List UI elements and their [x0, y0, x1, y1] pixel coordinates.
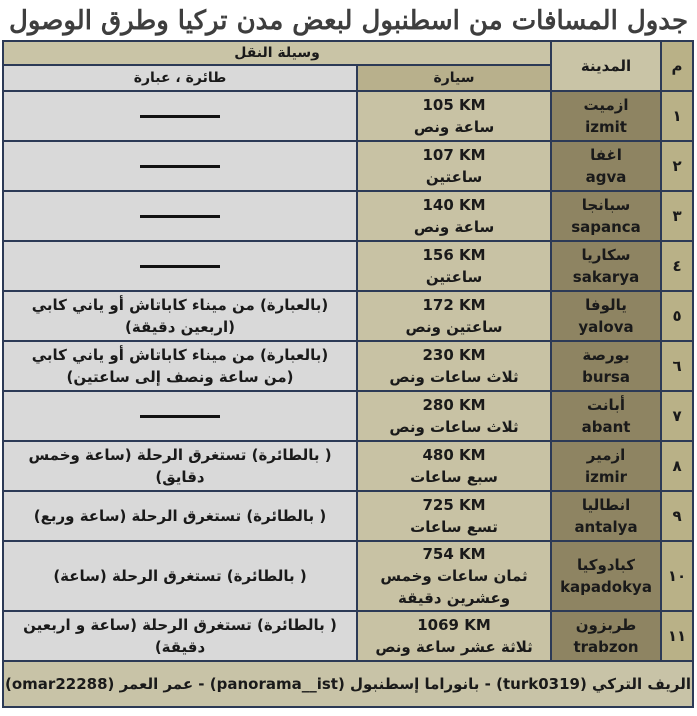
drive-time: تسع ساعات — [410, 518, 498, 536]
car-cell — [357, 91, 551, 141]
city-name-arabic: سكاريا — [581, 246, 631, 264]
table-row — [3, 541, 693, 611]
row-number: ٨ — [661, 441, 693, 491]
city-name-latin: bursa — [582, 368, 630, 386]
city-cell — [551, 191, 661, 241]
table-row — [3, 611, 693, 661]
no-option-dash — [140, 415, 220, 418]
header-number: م — [661, 41, 693, 91]
distance-km: 140 KM — [422, 196, 486, 214]
distance-km: 230 KM — [422, 346, 486, 364]
header-transport: وسيلة النقل — [3, 41, 551, 65]
row-number: ٩ — [661, 491, 693, 541]
drive-time: ساعة ونص — [413, 218, 495, 236]
city-name-arabic: طربزون — [575, 616, 637, 634]
city-name-arabic: كبادوكيا — [577, 556, 635, 574]
distance-km: 280 KM — [422, 396, 486, 414]
city-cell — [551, 611, 661, 661]
city-name-latin: izmit — [585, 118, 627, 136]
distance-km: 1069 KM — [417, 616, 491, 634]
city-name-arabic: اغفا — [590, 146, 622, 164]
footer-credits: الريف التركي (turk0319) - بانوراما إسطنبول (panorama__ist) - عمر العمر (omar22288) — [3, 661, 693, 707]
car-cell — [357, 441, 551, 491]
table-row — [3, 191, 693, 241]
no-option-dash — [140, 115, 220, 118]
city-name-arabic: بورصة — [582, 346, 630, 364]
city-name-arabic: انطاليا — [581, 496, 631, 514]
drive-time: سبع ساعات — [410, 468, 498, 486]
city-cell — [551, 391, 661, 441]
header-city: المدينة — [551, 41, 661, 91]
flight-ferry-info: ( بالطائرة) تستغرق الرحلة (ساعة وخمس دقايق) — [28, 446, 332, 486]
flight-ferry-cell — [3, 291, 357, 341]
distance-km: 480 KM — [422, 446, 486, 464]
city-cell — [551, 441, 661, 491]
distance-km: 754 KM — [422, 545, 486, 563]
row-number: ١٠ — [661, 541, 693, 611]
row-number: ٢ — [661, 141, 693, 191]
distance-km: 107 KM — [422, 146, 486, 164]
row-number: ٦ — [661, 341, 693, 391]
city-name-latin: antalya — [574, 518, 638, 536]
city-name-latin: agva — [585, 168, 627, 186]
flight-ferry-cell — [3, 491, 357, 541]
car-cell — [357, 291, 551, 341]
distance-km: 105 KM — [422, 96, 486, 114]
no-option-dash — [140, 265, 220, 268]
car-cell — [357, 341, 551, 391]
city-name-latin: abant — [581, 418, 631, 436]
table-row — [3, 291, 693, 341]
flight-ferry-cell — [3, 441, 357, 491]
car-cell — [357, 241, 551, 291]
city-name-arabic: ازميت — [583, 96, 629, 114]
city-name-arabic: أبانت — [587, 396, 625, 414]
car-cell — [357, 491, 551, 541]
table-row — [3, 391, 693, 441]
flight-ferry-cell — [3, 241, 357, 291]
city-name-latin: sakarya — [572, 268, 640, 286]
city-cell — [551, 141, 661, 191]
header-car: سيارة — [357, 65, 551, 91]
city-name-arabic: ازمير — [586, 446, 626, 464]
page-title: جدول المسافات من اسطنبول لبعض مدن تركيا وطرق الوصول — [8, 6, 689, 36]
flight-ferry-info: ( بالطائرة) تستغرق الرحلة (ساعة) — [53, 567, 307, 585]
row-number: ٤ — [661, 241, 693, 291]
city-cell — [551, 541, 661, 611]
city-name-arabic: يالوفا — [585, 296, 627, 314]
flight-ferry-cell — [3, 541, 357, 611]
row-number: ٣ — [661, 191, 693, 241]
drive-time: ثلاث ساعات ونص — [389, 418, 519, 436]
distance-table — [2, 40, 694, 708]
car-cell — [357, 141, 551, 191]
table-row — [3, 91, 693, 141]
table-row — [3, 341, 693, 391]
row-number: ١ — [661, 91, 693, 141]
city-name-latin: izmir — [584, 468, 628, 486]
table-row — [3, 141, 693, 191]
city-name-latin: yalova — [578, 318, 634, 336]
city-name-latin: sapanca — [571, 218, 641, 236]
city-cell — [551, 91, 661, 141]
drive-time: ساعة ونص — [413, 118, 495, 136]
row-number: ٥ — [661, 291, 693, 341]
flight-ferry-cell — [3, 141, 357, 191]
car-cell — [357, 541, 551, 611]
city-cell — [551, 341, 661, 391]
flight-ferry-cell — [3, 91, 357, 141]
flight-ferry-info: (بالعبارة) من ميناء كاباتاش أو ياني كابي (اربعين دقيقة) — [31, 296, 329, 336]
city-name-latin: trabzon — [573, 638, 639, 656]
flight-ferry-info: ( بالطائرة) تستغرق الرحلة (ساعة و اربعين دقيقة) — [23, 616, 337, 656]
header-alt: طائرة ، عبارة — [3, 65, 357, 91]
car-cell — [357, 191, 551, 241]
table-row — [3, 241, 693, 291]
city-cell — [551, 291, 661, 341]
table-row — [3, 441, 693, 491]
car-cell — [357, 391, 551, 441]
no-option-dash — [140, 165, 220, 168]
flight-ferry-info: (بالعبارة) من ميناء كاباتاش أو ياني كابي (من ساعة ونصف إلى ساعتين) — [31, 346, 329, 386]
city-cell — [551, 241, 661, 291]
flight-ferry-cell — [3, 391, 357, 441]
drive-time: ساعتين — [425, 268, 483, 286]
flight-ferry-cell — [3, 611, 357, 661]
city-name-arabic: سبانجا — [581, 196, 631, 214]
flight-ferry-cell — [3, 341, 357, 391]
distance-km: 172 KM — [422, 296, 486, 314]
flight-ferry-cell — [3, 191, 357, 241]
row-number: ١١ — [661, 611, 693, 661]
row-number: ٧ — [661, 391, 693, 441]
no-option-dash — [140, 215, 220, 218]
drive-time: ثلاثة عشر ساعة ونص — [375, 638, 533, 656]
city-cell — [551, 491, 661, 541]
drive-time: ثلاث ساعات ونص — [389, 368, 519, 386]
flight-ferry-info: ( بالطائرة) تستغرق الرحلة (ساعة وربع) — [33, 507, 327, 525]
table-row — [3, 491, 693, 541]
drive-time: ساعتين ونص — [405, 318, 503, 336]
distance-km: 725 KM — [422, 496, 486, 514]
car-cell — [357, 611, 551, 661]
city-name-latin: kapadokya — [560, 578, 652, 596]
drive-time: ثمان ساعات وخمس وعشرين دقيقة — [380, 567, 528, 607]
distance-km: 156 KM — [422, 246, 486, 264]
drive-time: ساعتين — [425, 168, 483, 186]
